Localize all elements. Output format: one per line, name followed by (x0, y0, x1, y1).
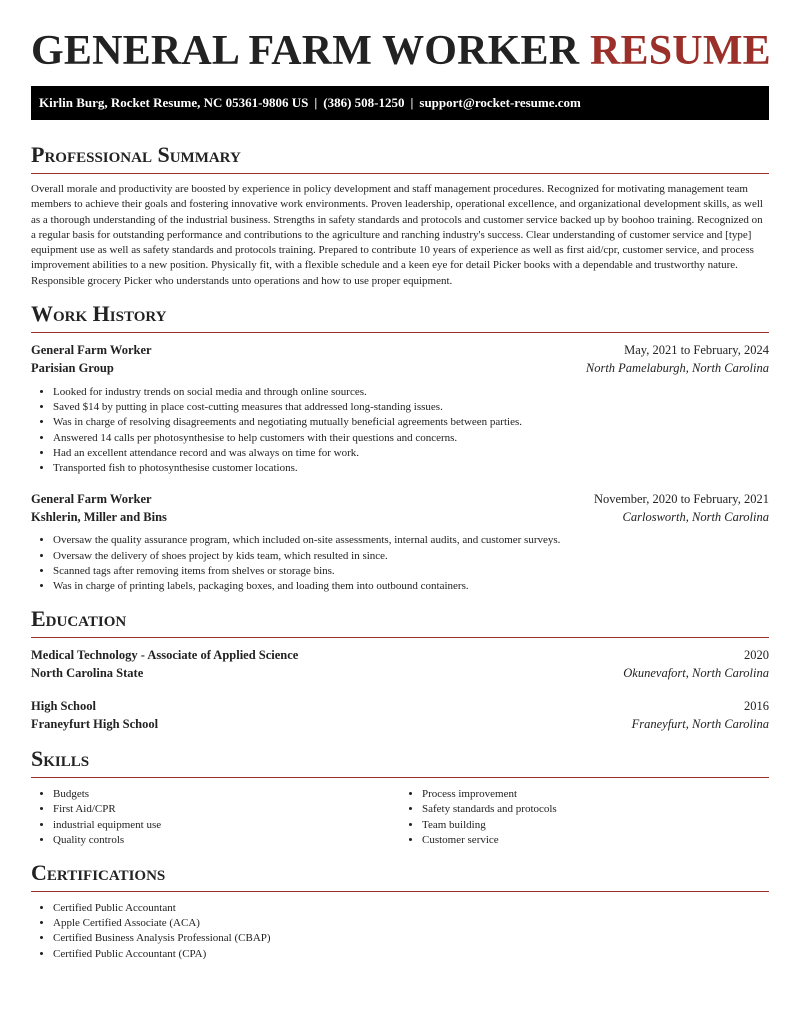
certifications-list (31, 901, 769, 962)
list-item: • Answered 14 calls per photosynthesise to help customers with their questions and concerns. (53, 431, 769, 446)
education-school: Franeyfurt High School (31, 716, 159, 731)
certifications-section (31, 860, 769, 962)
skills-list-right (400, 787, 769, 848)
section-heading-summary: Professional Summary (31, 142, 241, 167)
list-item: • First Aid/CPR (53, 802, 400, 817)
job-title-row (31, 342, 769, 360)
education-section (31, 606, 769, 733)
job-bullets (31, 533, 769, 594)
summary-section (31, 142, 769, 289)
section-heading-work: Work History (31, 301, 167, 327)
job-title: General Farm Worker (31, 343, 152, 358)
list-item: • Looked for industry trends on social media and through online sources. (53, 385, 769, 400)
list-item: • Was in charge of printing labels, packaging boxes, and loading them into outbound containers. (53, 579, 769, 594)
title-accent: RESUME (590, 28, 771, 74)
job-entry (31, 342, 769, 476)
job-location: Carlosworth, North Carolina (622, 509, 769, 524)
job-company: Kshlerin, Miller and Bins (31, 509, 167, 524)
list-item: • Certified Public Accountant (53, 901, 769, 916)
contact-separator: | (314, 95, 318, 110)
skills-section (31, 746, 769, 848)
list-item: • Certified Public Accountant (CPA) (53, 947, 769, 962)
education-year: 2016 (744, 699, 769, 714)
job-entry (31, 491, 769, 594)
section-heading-skills: Skills (31, 746, 90, 772)
list-item: • Scanned tags after removing items from shelves or storage bins. (53, 564, 769, 579)
job-company: Parisian Group (31, 360, 114, 375)
list-item: • Apple Certified Associate (ACA) (53, 916, 769, 931)
list-item: • Had an excellent attendance record and was always on time for work. (53, 446, 769, 461)
job-dates: May, 2021 to February, 2024 (624, 343, 769, 358)
section-divider (31, 637, 769, 638)
list-item: • Saved $14 by putting in place cost-cutting measures that addressed long-standing issues. (53, 400, 769, 415)
skills-list-left (31, 787, 400, 848)
list-item: • Oversaw the delivery of shoes project by kids team, which resulted in since. (53, 549, 769, 564)
contact-phone: (386) 508-1250 (323, 95, 405, 110)
job-location: North Pamelaburgh, North Carolina (585, 360, 769, 375)
education-school-row (31, 665, 769, 683)
section-divider (31, 332, 769, 333)
section-heading-education: Education (31, 606, 127, 632)
list-item: • Budgets (53, 787, 400, 802)
list-item: • industrial equipment use (53, 818, 400, 833)
contact-address: Kirlin Burg, Rocket Resume, NC 05361-9806 US (39, 95, 309, 110)
education-school: North Carolina State (31, 665, 144, 680)
education-location: Franeyfurt, North Carolina (631, 716, 769, 731)
education-degree-row (31, 647, 769, 665)
education-degree-row (31, 698, 769, 716)
list-item: • Process improvement (422, 787, 769, 802)
list-item: • Was in charge of resolving disagreements and negotiating mutually beneficial agreements between parties. (53, 415, 769, 430)
list-item: • Team building (422, 818, 769, 833)
work-section (31, 301, 769, 594)
job-title-row (31, 491, 769, 509)
education-degree: Medical Technology - Associate of Applied Science (31, 648, 299, 663)
resume-title (31, 0, 769, 86)
education-school-row (31, 716, 769, 734)
education-degree: High School (31, 699, 96, 714)
list-item: • Oversaw the quality assurance program, which included on-site assessments, internal audits, and customer surveys. (53, 533, 769, 548)
section-divider (31, 891, 769, 892)
contact-bar (31, 86, 769, 120)
list-item: • Certified Business Analysis Professional (CBAP) (53, 931, 769, 946)
list-item: • Quality controls (53, 833, 400, 848)
job-bullets (31, 385, 769, 476)
job-dates: November, 2020 to February, 2021 (593, 492, 769, 507)
job-title: General Farm Worker (31, 492, 152, 507)
skills-columns (31, 778, 769, 848)
job-company-row (31, 360, 769, 378)
contact-separator: | (410, 95, 414, 110)
job-company-row (31, 509, 769, 527)
education-year: 2020 (744, 648, 769, 663)
title-main: GENERAL FARM WORKER (31, 28, 580, 74)
education-entry (31, 698, 769, 733)
education-location: Okunevafort, North Carolina (623, 665, 769, 680)
section-heading-certifications: Certifications (31, 859, 166, 885)
list-item: • Transported fish to photosynthesise customer locations. (53, 461, 769, 476)
list-item: • Safety standards and protocols (422, 802, 769, 817)
education-entry (31, 647, 769, 682)
list-item: • Customer service (422, 833, 769, 848)
section-divider (31, 173, 769, 174)
summary-text: Overall morale and productivity are boosted by experience in policy development and staff management procedures. Recognized for motivating management team members to achieve their goals and fostering innovative work environments. Proven leadership, operational excellence, and organizational development skills, as well as a thorough understanding of the industrial business. Strengths in safety standards and protocols and customer service backed up by boohoo training. Recognized on a regular basis for outstanding performance and contributions to the agriculture and ranching industry's success. Clear understanding of customer service and [type] equipment use as well as safety standards and protocols training. Prepared to contribute 10 years of experience as well as first aid/cpr, customer service, and process improvement abilities to a new position. Physically fit, with a flexible schedule and a keen eye for detail Picker books with a dependable and trustworthy nature. Responsible grocery Picker who understands unto operations and how to use proper equipment. (31, 183, 763, 287)
contact-email: support@rocket-resume.com (419, 95, 581, 110)
